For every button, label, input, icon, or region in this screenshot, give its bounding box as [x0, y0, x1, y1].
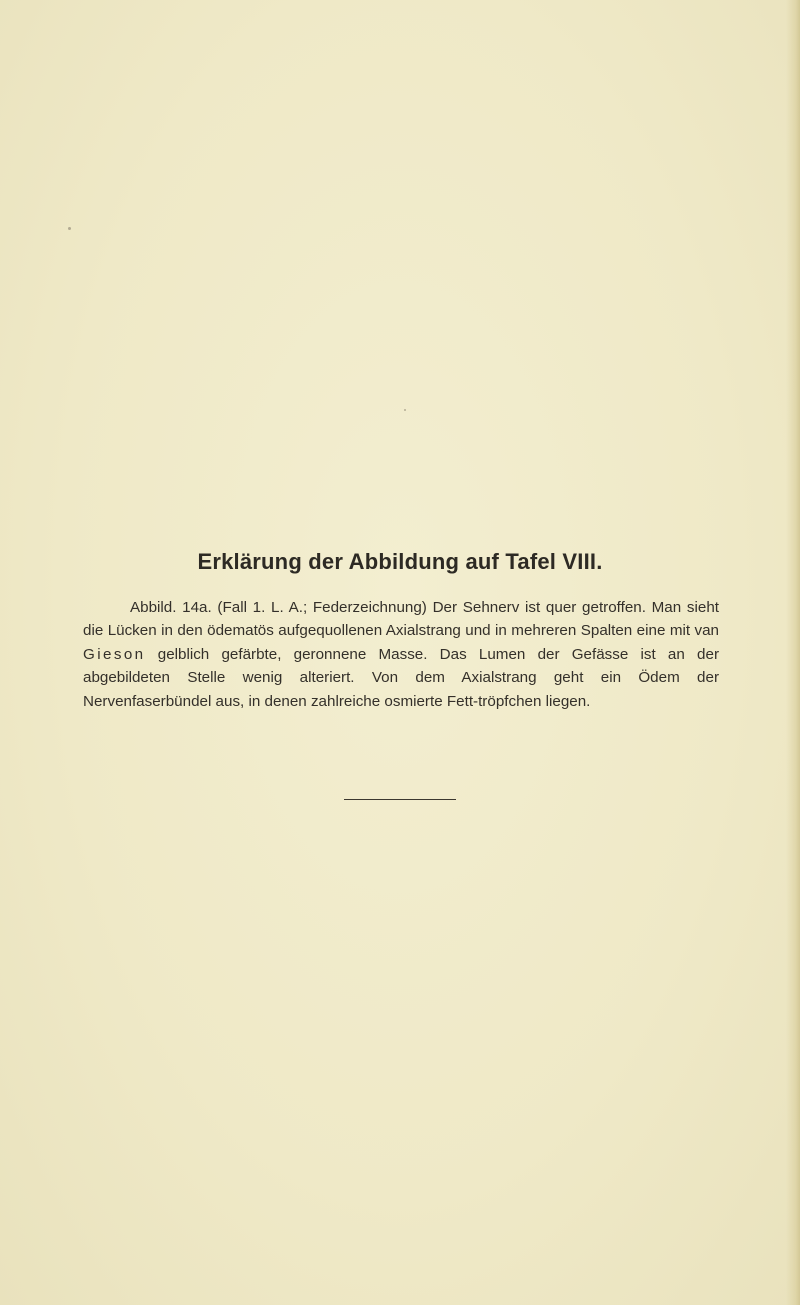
- section-divider-rule: [344, 799, 456, 800]
- page-title: Erklärung der Abbildung auf Tafel VIII.: [197, 549, 603, 574]
- author-name-spaced: Gieson: [83, 645, 146, 663]
- page-edge-shadow: [786, 0, 800, 1305]
- paragraph-text-part-1: Abbild. 14a. (Fall 1. L. A.; Federzeichnung) Der Sehnerv ist quer getroffen. Man sieht die Lücken in den ödematös aufgequollenen Axialstrang und in mehreren Spalten eine mit van: [83, 599, 719, 640]
- paper-speck: [68, 227, 71, 230]
- paper-speck: [404, 409, 406, 411]
- paragraph-text-part-2: gelblich gefärbte, geronnene Masse. Das Lumen der Gefässe ist an der abgebildeten Stelle wenig alteriert. Von dem Axialstrang geht ein Ödem der Nervenfaserbündel aus, in denen zahlreiche osmierte Fett-tröpfchen liegen.: [83, 645, 719, 710]
- figure-explanation-paragraph: [83, 596, 719, 713]
